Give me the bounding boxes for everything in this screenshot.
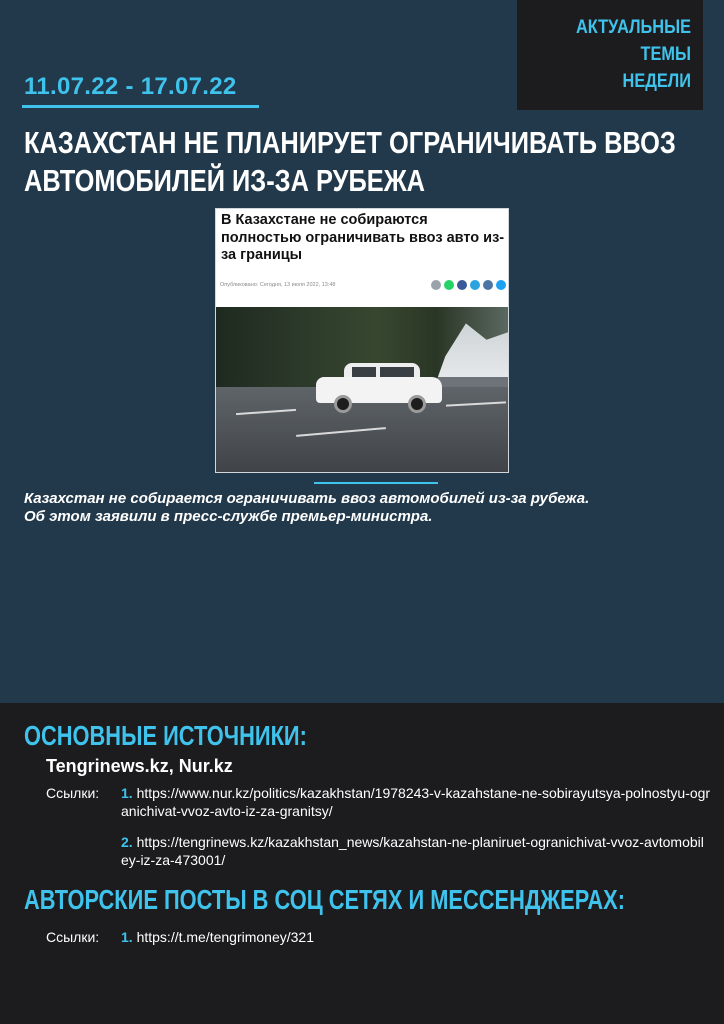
date-underline xyxy=(22,105,259,108)
white-suv xyxy=(316,363,442,413)
link-share-icon xyxy=(431,280,441,290)
sources-links-label: Ссылки: xyxy=(46,785,100,801)
whatsapp-share-icon xyxy=(444,280,454,290)
badge-line-2: НЕДЕЛИ xyxy=(622,71,691,92)
author-links-label: Ссылки: xyxy=(46,929,100,945)
date-range: 11.07.22 - 17.07.22 xyxy=(24,73,237,100)
suv-wheel xyxy=(334,395,352,413)
sources-title: ОСНОВНЫЕ ИСТОЧНИКИ: xyxy=(24,720,307,751)
headline-line-2: АВТОМОБИЛЕЙ ИЗ-ЗА РУБЕЖА xyxy=(24,163,426,198)
headline-line-1: КАЗАХСТАН НЕ ПЛАНИРУЕТ ОГРАНИЧИВАТЬ ВВОЗ xyxy=(24,125,676,160)
article-meta: Опубликовано: Сегодня, 13 июля 2022, 13:48 xyxy=(220,282,336,288)
author-link-1-number: 1. xyxy=(121,929,133,945)
source-link-2-number: 2. xyxy=(121,834,133,850)
source-link-2[interactable] xyxy=(121,833,711,869)
topic-badge xyxy=(517,0,703,110)
source-link-1-number: 1. xyxy=(121,785,133,801)
suv-wheel xyxy=(408,395,426,413)
badge-line-1: АКТУАЛЬНЫЕ ТЕМЫ xyxy=(575,17,691,65)
article-divider xyxy=(314,482,438,484)
source-link-2-url[interactable]: https://tengrinews.kz/kazakhstan_news/kazahstan-ne-planiruet-ogranichivat-vvoz-avtomobiley-iz-za-473001/ xyxy=(121,834,704,868)
lead-line-2: Об этом заявили в пресс-службе премьер-министра. xyxy=(24,508,433,525)
author-link-1[interactable] xyxy=(121,928,711,946)
share-icons xyxy=(431,280,506,290)
author-link-1-url[interactable]: https://t.me/tengrimoney/321 xyxy=(136,929,315,945)
article-screenshot xyxy=(215,208,509,473)
article-title: В Казахстане не собираются полностью ограничивать ввоз авто из-за границы xyxy=(221,212,505,263)
author-posts-title: АВТОРСКИЕ ПОСТЫ В СОЦ СЕТЯХ И МЕССЕНДЖЕРАХ: xyxy=(24,884,626,915)
telegram-share-icon xyxy=(470,280,480,290)
twitter-share-icon xyxy=(496,280,506,290)
source-link-1-url[interactable]: https://www.nur.kz/politics/kazakhstan/1978243-v-kazahstane-ne-sobirayutsya-polnostyu-ogranichivat-vvoz-avto-iz-za-granitsy/ xyxy=(121,785,711,819)
vk-share-icon xyxy=(483,280,493,290)
facebook-share-icon xyxy=(457,280,467,290)
headline xyxy=(24,124,676,200)
source-names: Tengrinews.kz, Nur.kz xyxy=(46,756,233,776)
article-photo xyxy=(216,307,509,473)
source-link-1[interactable] xyxy=(121,784,711,820)
lead-text xyxy=(24,490,704,526)
lead-line-1: Казахстан не собирается ограничивать ввоз автомобилей из-за рубежа. xyxy=(24,490,590,507)
